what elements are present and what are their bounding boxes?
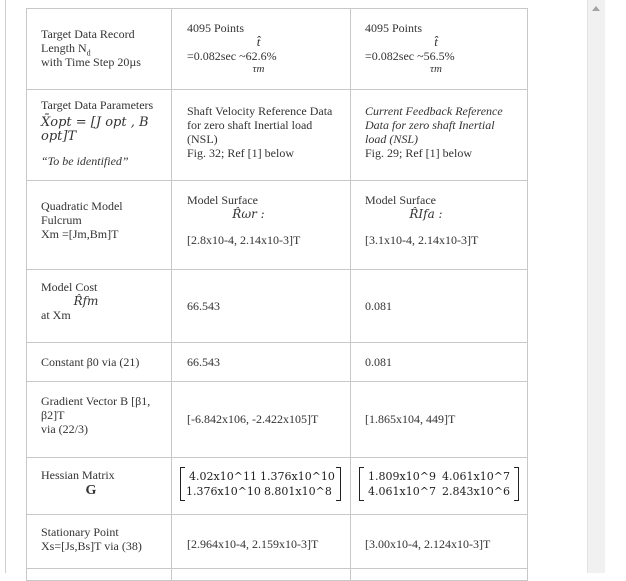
matrix-entry: 4.061x10^7 (442, 470, 510, 483)
tau-m-symbol: τm (252, 63, 265, 75)
cell-current-gradient: [1.865x104, 449]T (351, 382, 528, 458)
label-line: Model Cost (41, 280, 98, 294)
matrix-row (186, 484, 335, 499)
table-row (27, 343, 528, 382)
cell-velocity-model-cost: 66.543 (172, 270, 351, 343)
label-line: Xs=[Js,Bs]T via (38) (41, 539, 142, 553)
label-line: β2]T (41, 408, 65, 422)
table-row (27, 569, 528, 581)
cell-velocity-fulcrum (172, 181, 351, 270)
cell-current-model-cost: 0.081 (351, 270, 528, 343)
x-opt-formula: X̄opt = [J opt , B opt]T (41, 115, 149, 144)
table-row (27, 458, 528, 515)
desc-line: Fig. 29; Ref [1] below (365, 146, 472, 160)
duration-value: =0.082sec ~62.6% (187, 49, 277, 63)
model-surface-title: Model Surface (365, 193, 436, 207)
model-surface-title: Model Surface (187, 193, 258, 207)
tau-m-symbol: τm (430, 63, 442, 75)
t-hat-symbol: t̂ (256, 34, 261, 49)
label-line: via (22/3) (41, 422, 88, 436)
desc-line: Shaft Velocity Reference Data (187, 104, 333, 118)
matrix-entry: 2.843x10^6 (442, 485, 510, 498)
table-row (27, 9, 528, 90)
cell-velocity-record (172, 9, 351, 90)
table-row (27, 515, 528, 569)
matrix-entry: 1.809x10^9 (368, 470, 436, 483)
hessian-matrix-velocity (180, 467, 341, 501)
table-row (27, 181, 528, 270)
cell-current-record (351, 9, 528, 90)
label-line: Xm =[Jm,Bm]T (41, 227, 119, 241)
duration-value: =0.082sec ~56.5% (365, 49, 455, 63)
table-row (27, 270, 528, 343)
cell-velocity-reference (172, 90, 351, 181)
label-line: Hessian Matrix (41, 468, 115, 482)
label-line: at Xm (41, 308, 71, 322)
cell-current-hessian (351, 458, 528, 515)
cell-current-stationary: [3.00x10-4, 2.124x10-3]T (351, 515, 528, 569)
cell-current-fulcrum (351, 181, 528, 270)
label-line: Length $N_d$ (41, 41, 91, 58)
label-line: Fulcrum (41, 213, 82, 227)
cell-velocity-beta0: 66.543 (172, 343, 351, 382)
cell-fulcrum-label (27, 181, 172, 270)
label-line: Stationary Point (41, 525, 119, 539)
matrix-row (365, 469, 513, 484)
matrix-row (365, 484, 513, 499)
table-row (27, 382, 528, 458)
scroll-up-icon[interactable] (592, 6, 600, 11)
matrix-entry: 4.02x10^11 (189, 470, 257, 483)
cell-current-reference (351, 90, 528, 181)
vertical-scrollbar[interactable] (587, 0, 605, 573)
r-hat-fm-symbol: R̂fm (73, 294, 99, 308)
cell-velocity-gradient: [-6.842x106, -2.422x105]T (172, 382, 351, 458)
label-line: Target Data Parameters (41, 98, 154, 112)
cell-constant-beta0-label: Constant β0 via (21) (27, 343, 172, 382)
table-row (27, 90, 528, 181)
hessian-matrix-current (359, 467, 519, 501)
t-hat-symbol: t̂ (434, 34, 438, 49)
cell-target-params-label (27, 90, 172, 181)
desc-line: (NSL) (187, 132, 218, 146)
matrix-entry: 1.376x10^10 (260, 470, 335, 483)
points-count: 4095 Points (187, 21, 245, 35)
cell-hessian-label (27, 458, 172, 515)
cell-record-length-label (27, 9, 172, 90)
identification-results-table (26, 8, 528, 581)
matrix-entry: 8.801x10^8 (263, 485, 332, 498)
cell-current-beta0: 0.081 (351, 343, 528, 382)
cell-stationary-label (27, 515, 172, 569)
desc-line: load (NSL) (365, 132, 419, 146)
r-hat-ifa-symbol: R̂Ifa : (409, 207, 443, 221)
desc-line: Fig. 32; Ref [1] below (187, 146, 294, 160)
to-be-identified-note: “To be identified” (41, 154, 129, 168)
desc-line: for zero shaft Inertial load (187, 118, 313, 132)
desc-line: Data for zero shaft Inertial (365, 118, 495, 132)
matrix-entry: 1.376x10^10 (186, 485, 261, 498)
cell-gradient-label (27, 382, 172, 458)
r-hat-omega-symbol: R̂ωr : (232, 207, 265, 221)
matrix-row (186, 469, 335, 484)
cell-velocity-stationary: [2.964x10-4, 2.159x10-3]T (172, 515, 351, 569)
fulcrum-value: [2.8x10-4, 2.14x10-3]T (187, 233, 301, 247)
cell-model-cost-label (27, 270, 172, 343)
hessian-g-symbol: G (85, 483, 97, 498)
desc-line: Current Feedback Reference (365, 104, 503, 118)
fulcrum-value: [3.1x10-4, 2.14x10-3]T (365, 233, 479, 247)
cell-velocity-hessian (172, 458, 351, 515)
page-edge (5, 0, 6, 573)
label-line: with Time Step 20µs (41, 55, 141, 69)
label-line: Target Data Record (41, 27, 135, 41)
points-count: 4095 Points (365, 21, 423, 35)
label-line: Gradient Vector B [β1, (41, 394, 151, 408)
label-line: Quadratic Model (41, 199, 123, 213)
matrix-entry: 4.061x10^7 (368, 485, 436, 498)
